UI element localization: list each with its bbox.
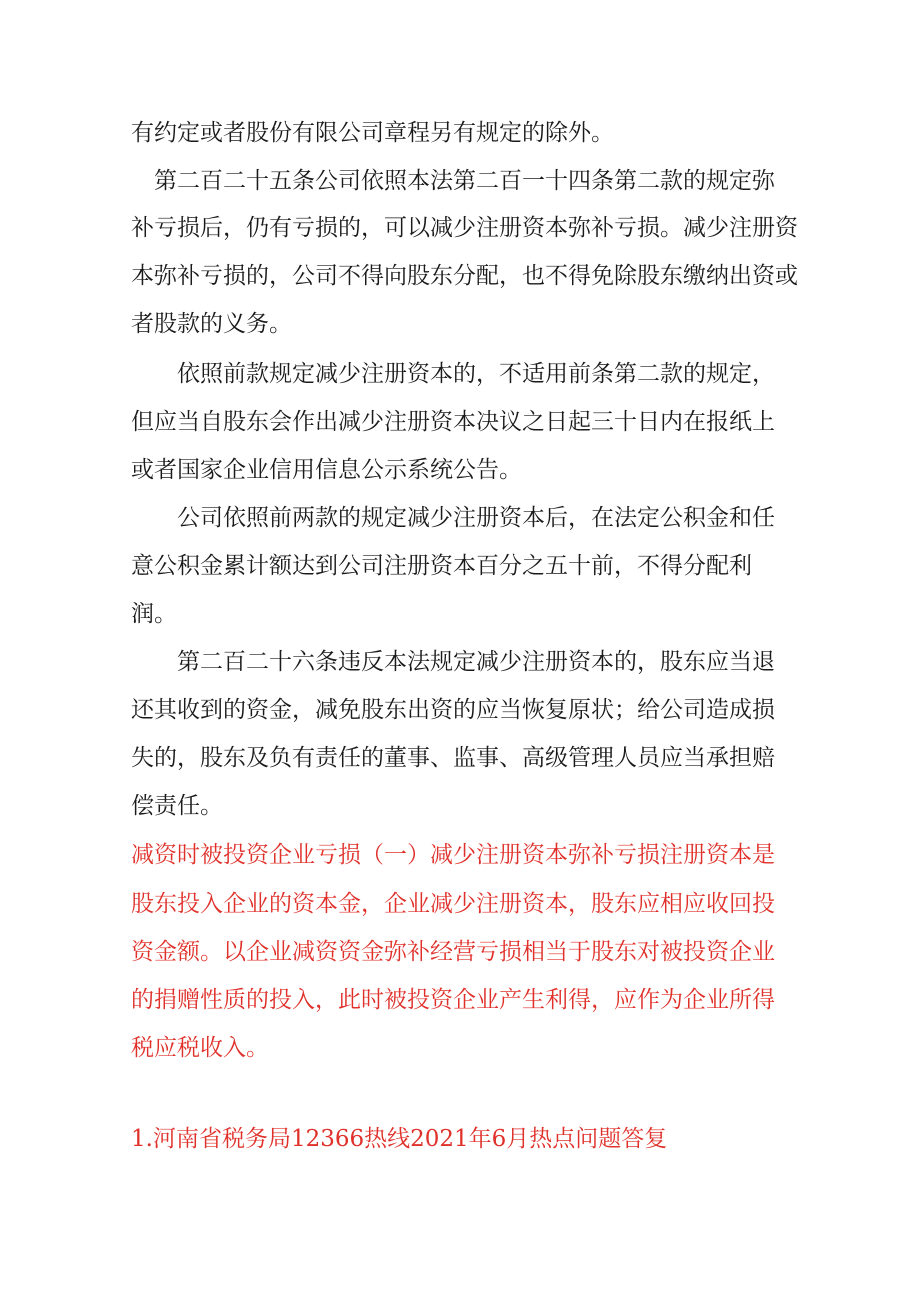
text-line: 失的，股东及负有责任的董事、监事、高级管理人员应当承担赔 xyxy=(131,745,775,771)
text-line: 本弥补亏损的，公司不得向股东分配，也不得免除股东缴纳出资或 xyxy=(131,263,798,289)
note-line: 资金额。以企业减资资金弥补经营亏损相当于股东对被投资企业 xyxy=(131,939,775,965)
text-line: 偿责任。 xyxy=(131,793,223,819)
note-line: 股东投入企业的资本金，企业减少注册资本，股东应相应收回投 xyxy=(131,891,775,917)
note-line: 的捐赠性质的投入，此时被投资企业产生利得，应作为企业所得 xyxy=(131,987,775,1013)
text-line: 者股款的义务。 xyxy=(131,311,292,337)
text-line: 意公积金累计额达到公司注册资本百分之五十前，不得分配利 xyxy=(131,553,752,579)
text-line: 或者国家企业信用信息公示系统公告。 xyxy=(131,457,522,483)
text-line: 第二百二十五条公司依照本法第二百一十四条第二款的规定弥 xyxy=(131,168,775,194)
section-heading: 1.河南省税务局12366热线2021年6月热点问题答复 xyxy=(131,1126,668,1152)
text-line: 润。 xyxy=(131,601,177,627)
text-line: 有约定或者股份有限公司章程另有规定的除外。 xyxy=(131,120,614,146)
note-line: 减资时被投资企业亏损（一）减少注册资本弥补亏损注册资本是 xyxy=(131,842,775,868)
text-line: 还其收到的资金，减免股东出资的应当恢复原状；给公司造成损 xyxy=(131,697,775,723)
note-line: 税应税收入。 xyxy=(131,1035,269,1061)
text-line: 依照前款规定减少注册资本的，不适用前条第二款的规定， xyxy=(131,361,775,387)
text-line: 但应当自股东会作出减少注册资本决议之日起三十日内在报纸上 xyxy=(131,409,775,435)
text-line: 第二百二十六条违反本法规定减少注册资本的，股东应当退 xyxy=(131,649,775,675)
text-line: 公司依照前两款的规定减少注册资本后，在法定公积金和任 xyxy=(131,505,775,531)
text-line: 补亏损后，仍有亏损的，可以减少注册资本弥补亏损。减少注册资 xyxy=(131,215,798,241)
